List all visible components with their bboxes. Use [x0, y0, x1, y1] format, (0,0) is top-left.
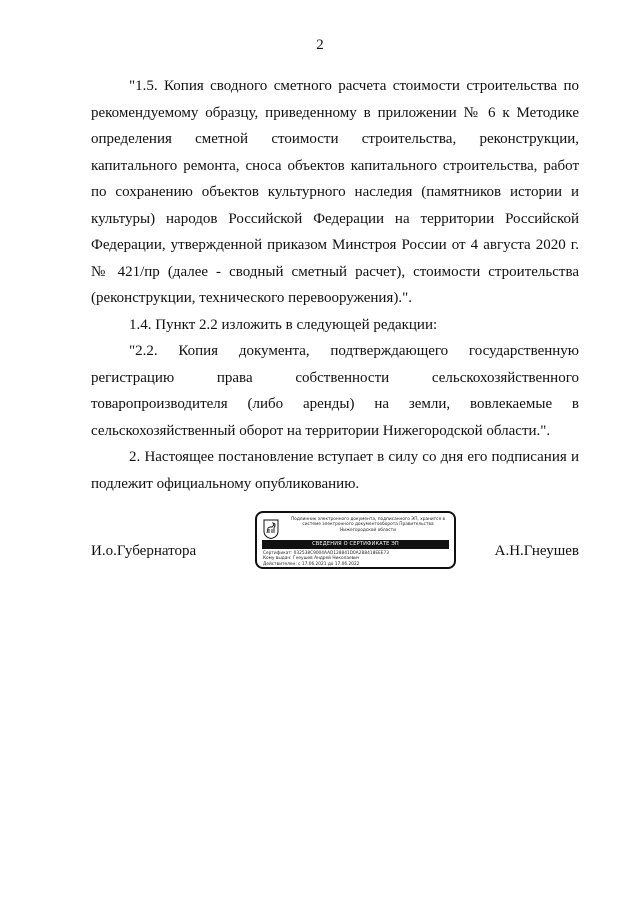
paragraph-item-2-2: "2.2. Копия документа, подтверждающего государственную регистрацию права собственности сельскохозяйственного товаропроизводителя (либо аренды) на земли, вовлекаемые в сельскохозяйственный оборот на территории Нижегородской области.".: [91, 343, 579, 439]
document-body: [91, 73, 579, 497]
paragraph-item-1-5: "1.5. Копия сводного сметного расчета стоимости строительства по рекомендуемому образцу, приведенному в приложении № 6 к Методике определения сметной стоимости строительства, реконструкции, капитального ремонта, сноса объектов капитального строительства, работ по сохранению объектов культурного наследия (памятников истории и культуры) народов Российской Федерации на территории Российской Федерации, утвержденной приказом Минстроя России от 4 августа 2020 г. № 421/пр (далее - сводный сметный расчет), стоимости строительства (реконструкции, технического перевооружения).".: [91, 78, 579, 306]
paragraph-effective-date: 2. Настоящее постановление вступает в силу со дня его подписания и подлежит официальному опубликованию.: [91, 449, 579, 492]
page-number: 2: [316, 37, 324, 53]
certificate-validity: Действителен: с 17.06.2021 до 17.06.2022: [263, 561, 360, 567]
certificate-owner: Кому выдан: Гнеушев Андрей Николаевич: [263, 556, 360, 562]
signatory-name: А.Н.Гнеушев: [494, 543, 579, 559]
signatory-title: И.о.Губернатора: [91, 543, 197, 559]
certificate-details: [263, 551, 389, 567]
certificate-header: СВЕДЕНИЯ О СЕРТИФИКАТЕ ЭП: [262, 540, 449, 549]
certificate-notice: Подлинник электронного документа, подписанного ЭП, хранится в системе электронного документооборота Правительства Нижегородской области: [290, 517, 446, 533]
certificate-serial: Сертификат: 032538C9004AAD128841D0A2B8418EEE73: [263, 551, 389, 556]
paragraph-item-1-4: 1.4. Пункт 2.2 изложить в следующей редакции:: [129, 316, 438, 333]
digital-signature-stamp: [255, 511, 456, 569]
deer-emblem-icon: [263, 519, 279, 539]
